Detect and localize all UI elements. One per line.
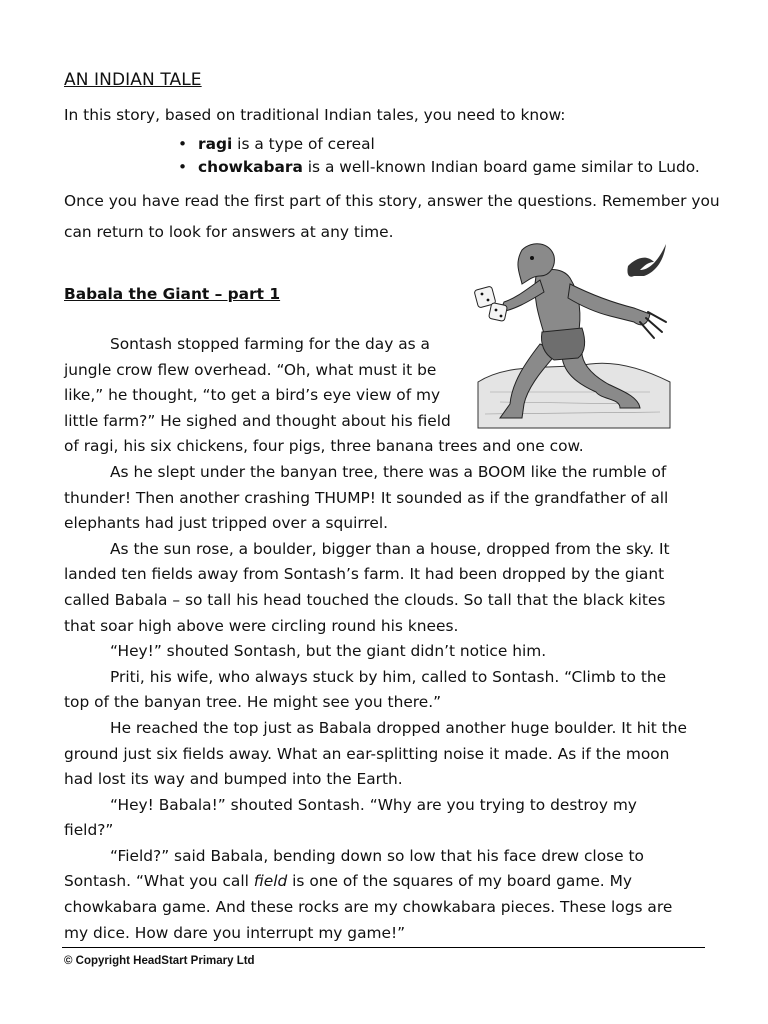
page-title: AN INDIAN TALE (64, 70, 202, 90)
story-subtitle: Babala the Giant – part 1 (64, 285, 281, 303)
story-line: field?” (64, 821, 114, 840)
story-text-fragment: field (253, 872, 288, 891)
story-line: that soar high above were circling round his knees. (64, 616, 459, 635)
story-line: elephants had just tripped over a squirrel. (64, 514, 389, 533)
intro-text: In this story, based on traditional Indian tales, you need to know: (64, 106, 566, 124)
story-line: had lost its way and bumped into the Earth. (64, 770, 403, 789)
story-text-fragment: is one of the squares of my board game. My (287, 872, 632, 891)
story-line: of ragi, his six chickens, four pigs, three banana trees and one cow. (64, 437, 584, 456)
story-line: “Field?” said Babala, bending down so low that his face drew close to (110, 846, 644, 865)
story-line: Priti, his wife, who always stuck by him, called to Sontash. “Climb to the (110, 667, 667, 686)
instructions-line: Once you have read the first part of this story, answer the questions. Remember you (64, 192, 720, 210)
footer-divider (62, 947, 705, 948)
bullet-dot-icon: • (178, 135, 188, 153)
story-line: chowkabara game. And these rocks are my chowkabara pieces. These logs are (64, 898, 673, 917)
bullet-text: is a type of cereal (232, 135, 375, 153)
story-text-fragment: Sontash. “What you call (64, 872, 254, 891)
story-line: landed ten fields away from Sontash’s farm. It had been dropped by the giant (64, 565, 665, 584)
story-line: like,” he thought, “to get a bird’s eye view of my (64, 386, 441, 405)
story-line: jungle crow flew overhead. “Oh, what must it be (64, 360, 437, 379)
story-line: As the sun rose, a boulder, bigger than a house, dropped from the sky. It (110, 539, 670, 558)
story-line: Sontash stopped farming for the day as a (110, 335, 430, 353)
story-line: called Babala – so tall his head touched the clouds. So tall that the black kites (64, 590, 666, 609)
instructions-line: can return to look for answers at any time. (64, 223, 394, 241)
story-line: As he slept under the banyan tree, there was a BOOM like the rumble of (110, 462, 667, 481)
story-line: thunder! Then another crashing THUMP! It sounded as if the grandfather of all (64, 488, 669, 507)
story-line: my dice. How dare you interrupt my game!” (64, 923, 406, 942)
copyright-footer: © Copyright HeadStart Primary Ltd (64, 955, 255, 967)
bullet-item (178, 135, 375, 153)
story-line: little farm?” He sighed and thought about his field (64, 411, 451, 430)
story-line: ground just six fields away. What an ear-splitting noise it made. As if the moon (64, 744, 670, 763)
bullet-dot-icon: • (178, 158, 188, 176)
story-line: “Hey!” shouted Sontash, but the giant didn’t notice him. (110, 642, 547, 661)
story-body (64, 332, 714, 946)
story-line: He reached the top just as Babala dropped another huge boulder. It hit the (110, 718, 687, 737)
bullet-text: is a well-known Indian board game similar to Ludo. (302, 158, 700, 176)
story-line (64, 869, 714, 895)
bullet-term: chowkabara (198, 158, 303, 176)
story-line: top of the banyan tree. He might see you there.” (64, 693, 442, 712)
story-line: “Hey! Babala!” shouted Sontash. “Why are you trying to destroy my (110, 795, 637, 814)
bullet-item (178, 158, 700, 176)
bullet-term: ragi (198, 135, 233, 153)
